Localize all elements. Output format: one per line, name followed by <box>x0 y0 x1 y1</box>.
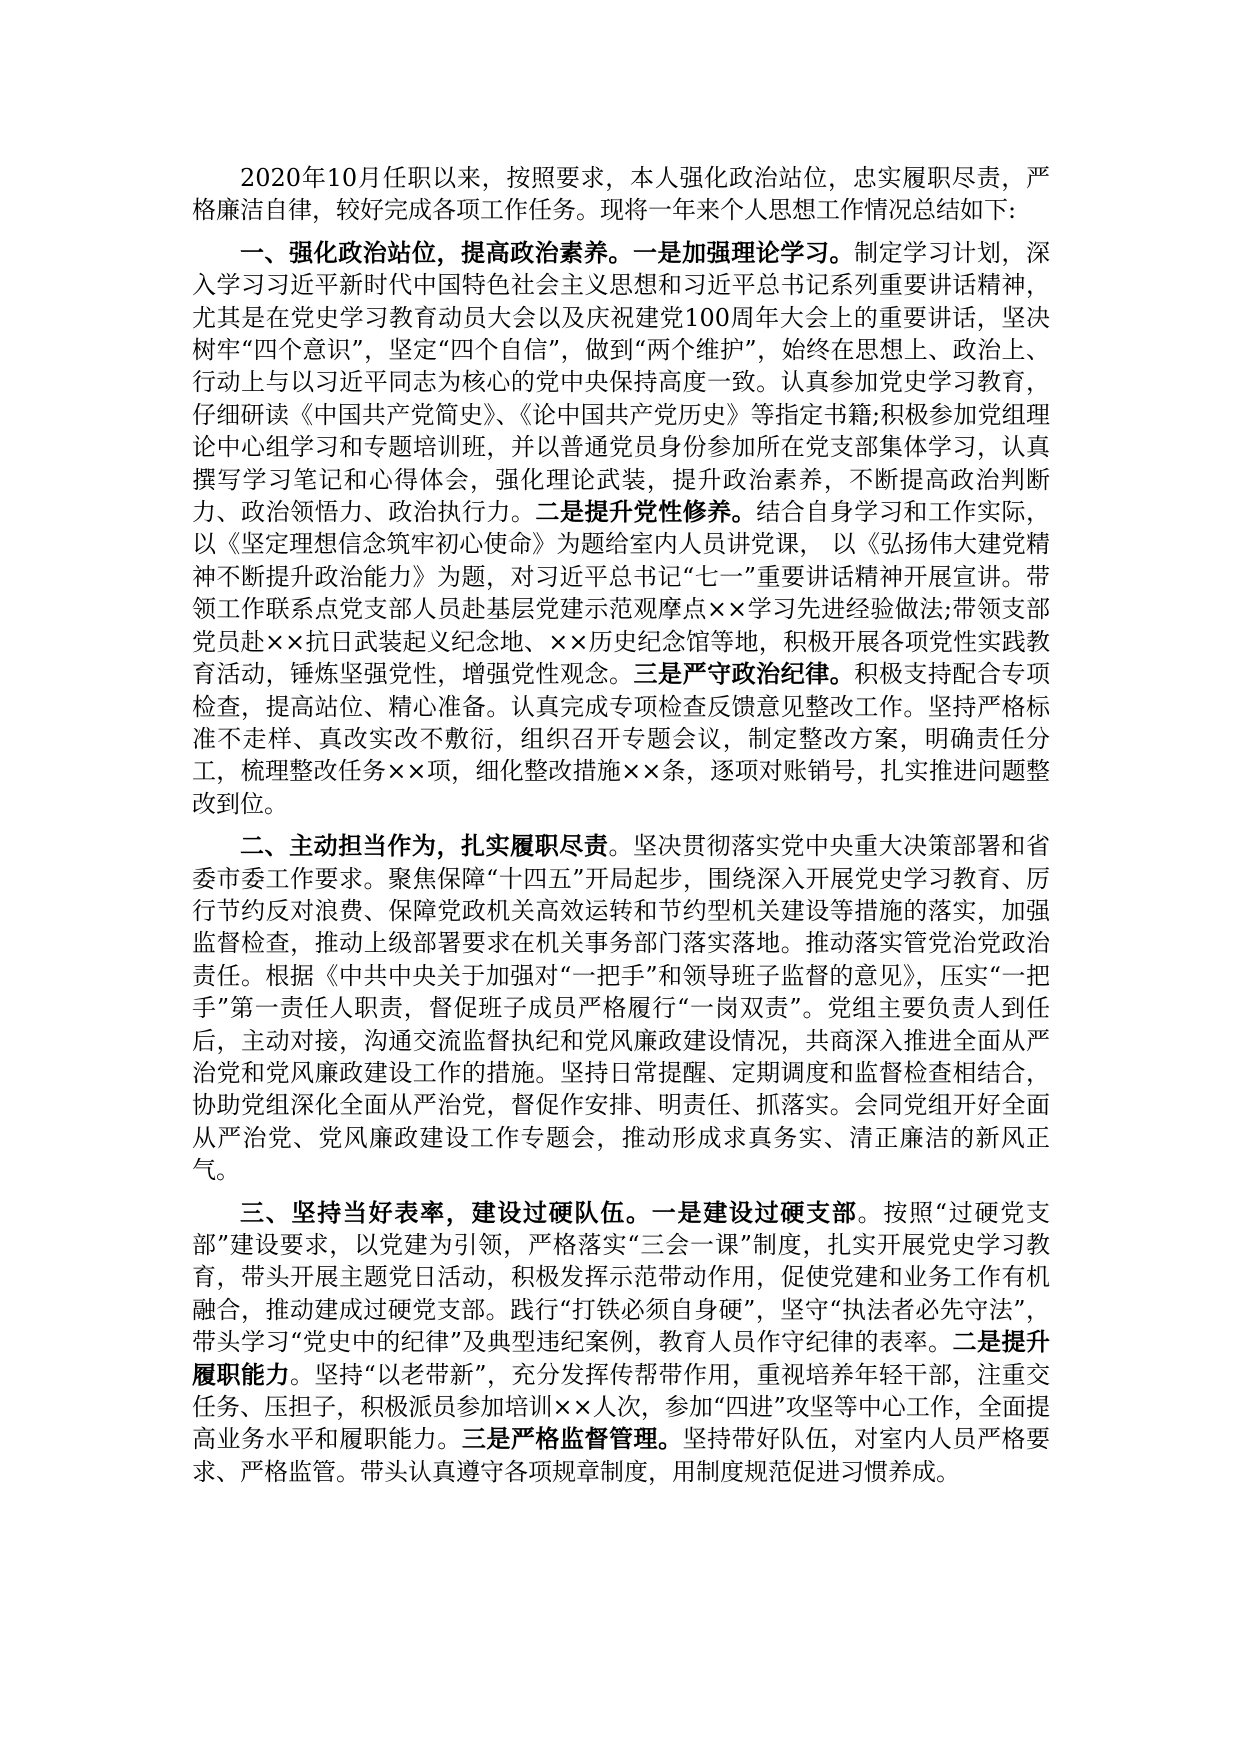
section-2-text: 。坚决贯彻落实党中央重大决策部署和省委市委工作要求。聚焦保障“十四五”开局起步，围绕深入开展党史学习教育、厉行节约反对浪费、保障党政机关高效运转和节约型机关建设等措施的落实，加强监督检查，推动上级部署要求在机关事务部门落实落地。推动落实管党治党政治责任。根据《中共中央关于加强对“一把手”和领导班子监督的意见》，压实“一把手”第一责任人职责，督促班子成员严格履行“一岗双责”。党组主要负责人到任后，主动对接，沟通交流监督执纪和党风廉政建设情况，共商深入推进全面从严治党和党风廉政建设工作的措施。坚持日常提醒、定期调度和监督检查相结合，协助党组深化全面从严治党，督促作安排、明责任、抓落实。会同党组开好全面从严治党、党风廉政建设工作专题会，推动形成求真务实、清正廉洁的新风正气。 <box>192 832 1050 1185</box>
section-1-paragraph <box>192 237 1050 820</box>
section-1-sub-1-text: 制定学习计划，深入学习习近平新时代中国特色社会主义思想和习近平总书记系列重要讲话精神，尤其是在党史学习教育动员大会以及庆祝建党100周年大会上的重要讲话，坚决树牢“四个意识”，坚定“四个自信”，做到“两个维护”，始终在思想上、政治上、行动上与以习近平同志为核心的党中央保持高度一致。认真参加党史学习教育，仔细研读《中国共产党简史》、《论中国共产党历史》等指定书籍;积极参加党组理论中心组学习和专题培训班，并以普通党员身份参加所在党支部集体学习，认真撰写学习笔记和心得体会，强化理论武装，提升政治素养，不断提高政治判断力、政治领悟力、政治执行力。 <box>192 238 1050 527</box>
section-1-sub-2-text: 结合自身学习和工作实际，以《坚定理想信念筑牢初心使命》为题给室内人员讲党课， 以《弘扬伟大建党精神不断提升政治能力》为题，对习近平总书记“七一”重要讲话精神开展宣讲。带领工作联系点党支部人员赴基层党建示范观摩点××学习先进经验做法;带领支部党员赴××抗日武装起义纪念地、××历史纪念馆等地，积极开展各项党性实践教育活动，锤炼坚强党性，增强党性观念。 <box>192 498 1051 689</box>
section-3-sub-1-text: 。按照“过硬党支部”建设要求，以党建为引领，严格落实“三会一课”制度，扎实开展党史学习教育，带头开展主题党日活动，积极发挥示范带动作用，促使党建和业务工作有机融合，推动建成过硬党支部。践行“打铁必须自身硬”，坚守“执法者必先守法”，带头学习“党史中的纪律”及典型违纪案例，教育人员作守纪律的表率。 <box>192 1198 1051 1357</box>
section-1-sub-3-text: 积极支持配合专项检查，提高站位、精心准备。认真完成专项检查反馈意见整改工作。坚持严格标准不走样、真改实改不敷衍，组织召开专题会议，制定整改方案，明确责任分工，梳理整改任务××项，细化整改措施××条，逐项对账销号，扎实推进问题整改到位。 <box>192 660 1051 818</box>
section-3-sub-3-title: 三是严格监督管理。 <box>461 1424 683 1454</box>
section-3-sub-2-text: 。坚持“以老带新”，充分发挥传帮带作用，重视培养年轻干部，注重交任务、压担子，积极派员参加培训××人次，参加“四进”攻坚等中心工作，全面提高业务水平和履职能力。 <box>192 1360 1050 1454</box>
intro-paragraph <box>192 162 1050 227</box>
section-1-sub-1-title: 一是加强理论学习。 <box>633 237 855 267</box>
section-1-sub-2-title: 二是提升党性修养。 <box>535 497 757 527</box>
section-3-sub-2-title: 二是提升履职能力 <box>192 1327 1050 1389</box>
section-3-paragraph <box>192 1197 1050 1489</box>
section-2-heading: 二、主动担当作为，扎实履职尽责 <box>240 831 609 861</box>
section-3-sub-3-text: 坚持带好队伍，对室内人员严格要求、严格监管。带头认真遵守各项规章制度，用制度规范促进习惯养成。 <box>192 1425 1051 1486</box>
intro-text: 2020年10月任职以来，按照要求，本人强化政治站位，忠实履职尽责，严格廉洁自律，较好完成各项工作任务。现将一年来个人思想工作情况总结如下: <box>192 164 1050 225</box>
section-2-paragraph <box>192 830 1050 1186</box>
section-3-sub-1-title: 一是建设过硬支部 <box>651 1197 858 1227</box>
section-3-heading: 三、坚持当好表率，建设过硬队伍。 <box>240 1197 652 1227</box>
section-1-heading: 一、强化政治站位，提高政治素养。 <box>240 237 633 267</box>
document-body <box>192 162 1050 1498</box>
section-1-sub-3-title: 三是严守政治纪律。 <box>633 659 855 689</box>
